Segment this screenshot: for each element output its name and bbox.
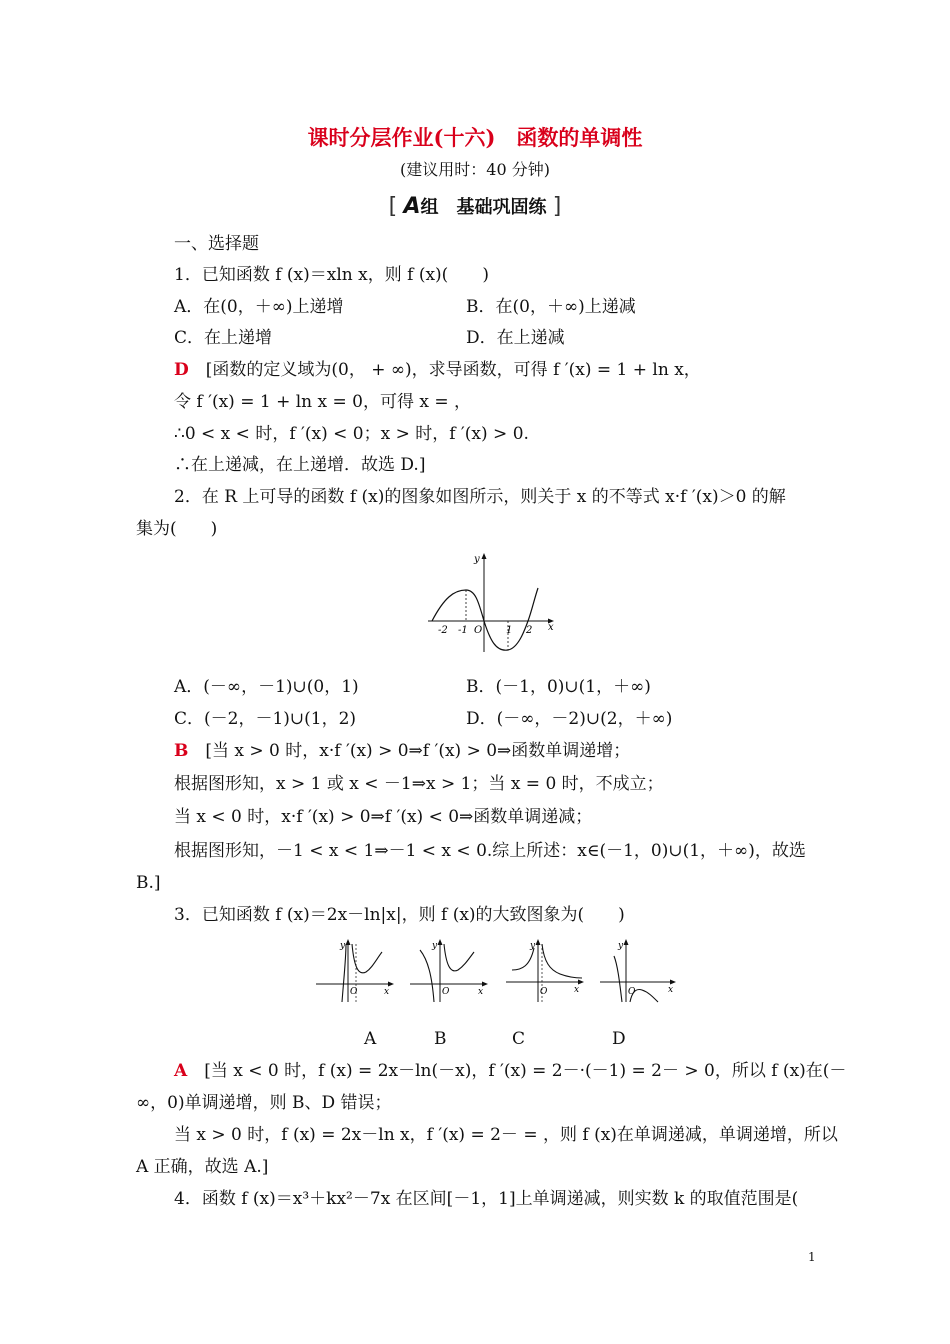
- q2-solution-line-3: 当 x < 0 时，x·f ′(x) > 0⇒f ′(x) < 0⇒函数单调递减；: [174, 807, 593, 827]
- q1-solution-line-1: [174, 359, 701, 381]
- q3-d-origin: O: [628, 987, 636, 997]
- group-text: 组 基础巩固练: [420, 197, 547, 218]
- q2-y-label: y: [474, 554, 480, 565]
- q1-solution-line-3: ∴0 < x < 时，f ′(x) < 0；x > 时，f ′(x) > 0.: [174, 424, 529, 444]
- q3-solution-line-1: [174, 1060, 846, 1082]
- q3-label-b: B: [434, 1029, 447, 1049]
- q3-d-x-label: x: [668, 985, 674, 995]
- q2-stem-line-1: 2．在 R 上可导的函数 f (x)的图象如图所示，则关于 x 的不等式 x·f ′(x)＞0 的解: [174, 487, 786, 507]
- q2-answer: B: [174, 741, 189, 761]
- q2-curve: [432, 588, 538, 650]
- q3-b-x-label: x: [478, 987, 484, 997]
- q2-solution-line-1: [174, 740, 630, 762]
- q3-answer: A: [174, 1061, 188, 1081]
- q3-d-y-label: y: [618, 941, 624, 951]
- q3-option-graphs: [312, 936, 682, 1006]
- q1-solution-text-1: [函数的定义域为(0， + ∞)，求导函数，可得 f ′(x) = 1 + ln x，: [205, 360, 701, 380]
- q1-stem: 1．已知函数 f (x)＝xln x，则 f (x)( ): [174, 265, 489, 285]
- page-number: 1: [808, 1250, 816, 1264]
- q3-solution-text-1: [当 x < 0 时，f (x) = 2x－ln(－x)，f ′(x) = 2－·(－1) = 2－ > 0，所以 f (x)在(－: [204, 1061, 847, 1081]
- group-heading: [0, 193, 950, 219]
- q2-option-a: A．(－∞，－1)∪(0，1): [174, 677, 359, 697]
- bracket-left: [: [388, 194, 398, 219]
- q3-solution-line-3: 当 x > 0 时，f (x) = 2x－ln x，f ′(x) = 2－ = ，则 f (x)在单调递减，单调递增，所以: [174, 1125, 838, 1145]
- q2-tick-1: 1: [506, 625, 513, 636]
- q2-solution-line-5: B.]: [136, 873, 161, 893]
- q1-solution-line-4: ∴在上递减，在上递增．故选 D.]: [174, 455, 426, 475]
- q3-b-right-branch: [444, 944, 474, 971]
- q2-stem-line-2: 集为( ): [136, 519, 218, 539]
- q3-a-right-branch: [352, 944, 382, 973]
- q3-label-c: C: [512, 1029, 526, 1049]
- q3-c-origin: O: [540, 987, 548, 997]
- q1-solution-line-2: 令 f ′(x) = 1 + ln x = 0，可得 x = ，: [174, 392, 472, 412]
- q3-label-d: D: [612, 1029, 626, 1049]
- q3-graph-b: [410, 939, 488, 1002]
- q2-solution-line-2: 根据图形知，x > 1 或 x < －1⇒x > 1；当 x = 0 时，不成立；: [174, 774, 664, 794]
- q3-c-x-label: x: [574, 985, 580, 995]
- q4-stem: 4．函数 f (x)＝x³＋kx²－7x 在区间[－1，1]上单调递减，则实数 k 的取值范围是(: [174, 1189, 799, 1209]
- q3-b-left-branch: [420, 950, 434, 1002]
- q2-option-c: C．(－2，－1)∪(1，2): [174, 709, 357, 729]
- q3-solution-line-2: ∞，0)单调递增，则 B、D 错误；: [136, 1093, 392, 1113]
- page-title: 课时分层作业(十六) 函数的单调性: [307, 125, 643, 150]
- q3-d-left-branch: [614, 956, 622, 1002]
- q1-option-d: D．在上递减: [466, 328, 565, 348]
- time-hint: (建议用时：40 分钟): [400, 160, 550, 179]
- q2-tick-neg2: -2: [438, 625, 448, 636]
- q3-a-x-label: x: [384, 987, 390, 997]
- section-heading: 一、选择题: [174, 234, 259, 254]
- bracket-right: ]: [552, 194, 562, 219]
- q2-solution-text-1: [当 x > 0 时，x·f ′(x) > 0⇒f ′(x) > 0⇒函数单调递增；: [205, 741, 631, 761]
- q3-label-a: A: [364, 1029, 377, 1049]
- q3-stem: 3．已知函数 f (x)＝2x－ln|x|，则 f (x)的大致图象为( ): [174, 905, 625, 925]
- q3-c-right-branch: [542, 944, 582, 978]
- q3-solution-line-4: A 正确，故选 A.]: [136, 1157, 269, 1177]
- q3-c-left-branch: [512, 948, 534, 970]
- q2-tick-2: 2: [526, 625, 533, 636]
- q3-graph-d: [600, 939, 676, 1002]
- group-letter: A: [403, 194, 421, 219]
- q2-y-arrow: [482, 553, 487, 559]
- q2-option-b: B．(－1，0)∪(1，＋∞): [466, 677, 651, 697]
- q2-function-graph: [424, 548, 560, 656]
- q3-a-left-branch: [342, 944, 346, 1002]
- q3-a-y-label: y: [340, 941, 346, 951]
- q1-answer: D: [174, 360, 189, 380]
- q1-option-b: B．在(0，＋∞)上递减: [466, 297, 636, 317]
- q3-c-y-label: y: [530, 941, 536, 951]
- q1-option-a: A．在(0，＋∞)上递增: [174, 297, 344, 317]
- q3-b-origin: O: [442, 987, 450, 997]
- q2-tick-neg1: -1: [458, 625, 468, 636]
- q3-graph-c: [506, 939, 584, 1002]
- q1-option-c: C．在上递增: [174, 328, 273, 348]
- q2-x-label: x: [548, 622, 554, 633]
- q3-graph-a: [316, 939, 394, 1002]
- q3-a-origin: O: [350, 987, 358, 997]
- q3-b-y-label: y: [432, 941, 438, 951]
- q2-solution-line-4: 根据图形知，－1 < x < 1⇒－1 < x < 0.综上所述：x∈(－1，0)∪(1，＋∞)，故选: [174, 841, 806, 861]
- q2-option-d: D．(－∞，－2)∪(2，＋∞): [466, 709, 673, 729]
- q2-tick-origin: O: [474, 625, 483, 636]
